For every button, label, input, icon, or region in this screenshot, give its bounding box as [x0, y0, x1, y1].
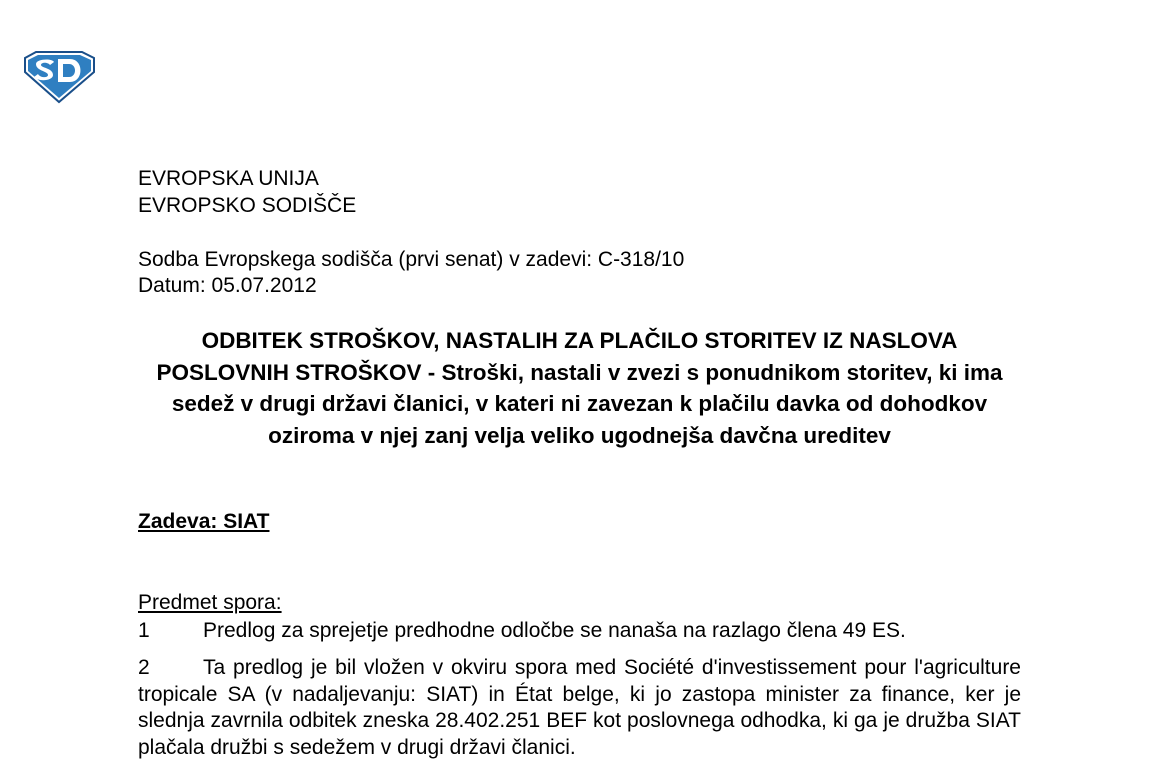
paragraph-text: Predlog za sprejetje predhodne odločbe se nanaša na razlago člena 49 ES. — [203, 619, 906, 642]
paragraph-number: 1 — [138, 619, 150, 642]
case-date: Datum: 05.07.2012 — [138, 274, 317, 297]
section-heading: Predmet spora: — [138, 591, 282, 614]
header-line-1: EVROPSKA UNIJA — [138, 167, 319, 190]
paragraph-2 — [138, 655, 1021, 761]
paragraph-1 — [138, 618, 1021, 645]
document-title — [138, 325, 1021, 451]
title-main: ODBITEK STROŠKOV, NASTALIH ZA PLAČILO STORITEV IZ NASLOVA POSLOVNIH STROŠKOV — [156, 328, 958, 385]
logo — [22, 50, 96, 104]
paragraph-text: Ta predlog je bil vložen v okviru spora med Société d'investissement pour l'agriculture tropicale SA (v nadaljevanju: SIAT) in État belge, ki jo zastopa minister za finance, ker je slednja zavrnila odbitek zneska 28.402.251 BEF kot poslovnega odhodka, ki ga je družba SIAT plačala družbi s sedežem v drugi državi članici. — [138, 656, 1021, 759]
header-line-2: EVROPSKO SODIŠČE — [138, 194, 357, 217]
case-reference: Sodba Evropskega sodišča (prvi senat) v zadevi: C-318/10 — [138, 248, 685, 271]
title-rest: - Stroški, nastali v zvezi s ponudnikom storitev, ki ima sedež v drugi državi članici, v kateri ni zavezan k plačilu davka od dohodkov oziroma v njej zanj velja veliko ugodnejša davčna ureditev — [171, 359, 1003, 448]
sd-logo-icon — [22, 50, 96, 104]
paragraph-number: 2 — [138, 656, 150, 679]
subject-heading: Zadeva: SIAT — [138, 510, 270, 533]
